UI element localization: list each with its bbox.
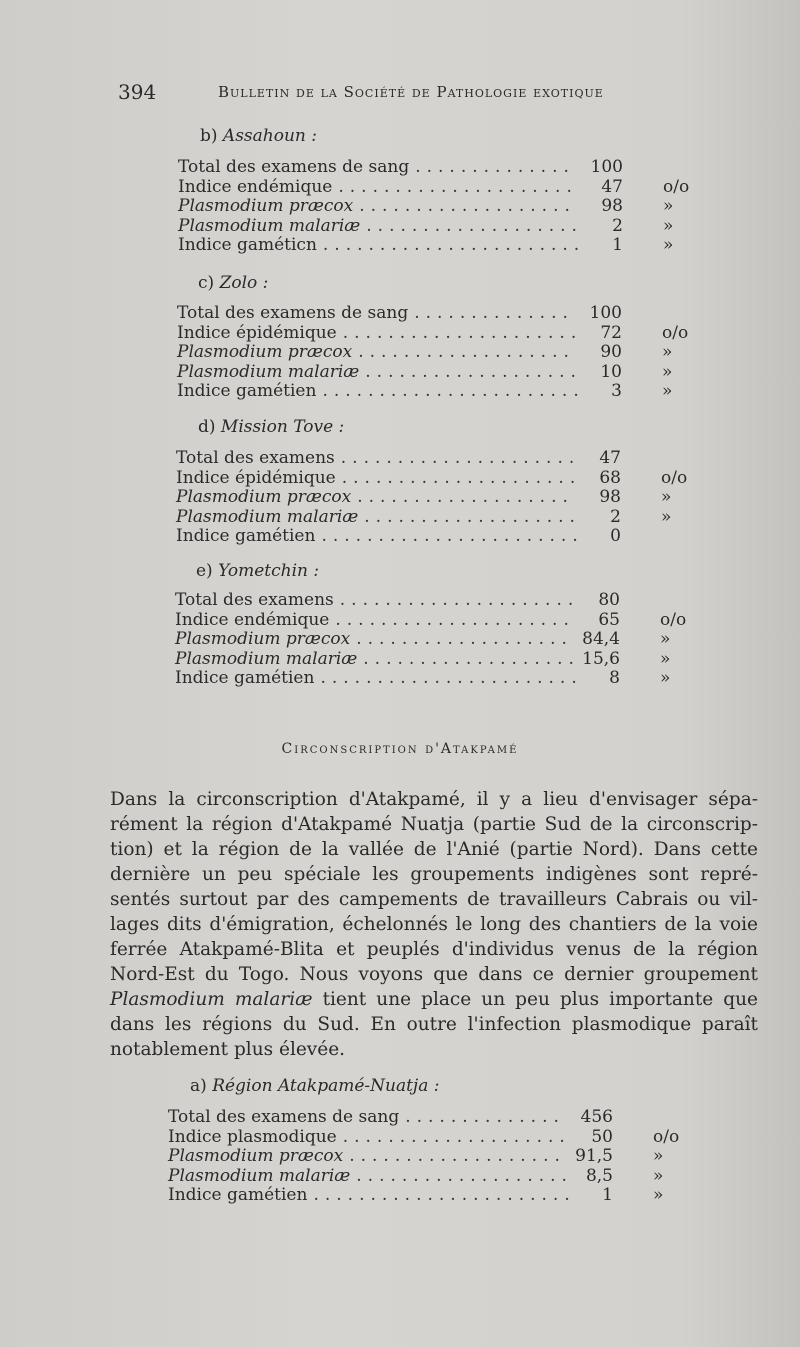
leader-dots: .....................	[339, 590, 580, 610]
leader-dots: ...................	[359, 196, 576, 216]
leader-dots: ...................	[356, 1165, 573, 1186]
stats-label: Plasmodium malariæ	[178, 215, 361, 236]
leader-dots: ..............	[414, 303, 574, 323]
leader-dots: .......................	[322, 381, 585, 401]
paragraph-line	[110, 787, 758, 812]
stats-unit: »	[653, 1165, 664, 1186]
text-run: sentés surtout par des campements de travailleurs Cabrais ou vil-	[110, 889, 758, 910]
stats-value: 456	[580, 1107, 613, 1127]
text-run: tient une place un peu plus importante que	[312, 989, 758, 1010]
paragraph-line	[110, 837, 758, 862]
leader-dots: .......................	[321, 526, 584, 546]
stats-value: 65	[598, 609, 620, 630]
text-run: tion) et la région de la vallée de l'Anié (partie Nord). Dans cette	[110, 839, 758, 860]
stats-label: Indice épidémique	[176, 467, 336, 488]
leader-dots: ...................	[366, 215, 583, 236]
stats-unit: »	[663, 215, 674, 236]
stats-unit: »	[653, 1146, 664, 1166]
leader-dots: .....................	[341, 467, 582, 488]
leader-dots: ...................	[365, 361, 582, 382]
stats-value: 1	[612, 235, 623, 255]
leader-dots: .....................	[342, 322, 583, 343]
leader-dots: .....................	[338, 176, 578, 197]
stats-label: Plasmodium malariæ	[176, 506, 359, 527]
stats-value: 50	[591, 1126, 613, 1147]
stats-unit: »	[660, 629, 671, 649]
stats-label: Indice gaméticn	[178, 235, 317, 255]
paragraph-line	[110, 912, 758, 937]
stats-label: Plasmodium præcox	[175, 629, 351, 649]
stats-label: Indice gamétien	[176, 526, 316, 546]
leader-dots: .......................	[320, 668, 583, 688]
stats-label: Total des examens	[176, 448, 335, 468]
paragraph-line	[110, 862, 758, 887]
stats-value: 91,5	[575, 1146, 613, 1166]
leader-dots: .......................	[313, 1185, 576, 1205]
stats-value: 47	[599, 448, 621, 468]
leader-dots: ..............	[415, 157, 575, 177]
text-run: notablement plus élevée.	[110, 1039, 346, 1060]
text-run: dernière un peu spéciale les groupements indigènes sont repré-	[110, 864, 758, 885]
stats-label: Total des examens de sang	[177, 303, 409, 323]
subsection-heading	[190, 1076, 439, 1096]
leader-dots: ...................	[364, 506, 581, 527]
stats-unit: »	[661, 487, 672, 507]
running-title: Bulletin de la Société de Pathologie exotique	[218, 83, 604, 101]
stats-label: Plasmodium præcox	[177, 342, 353, 362]
leader-dots: ...................	[349, 1146, 566, 1166]
paragraph-line	[110, 937, 758, 962]
stats-unit: »	[662, 381, 673, 401]
stats-value: 72	[600, 322, 622, 343]
stats-value: 0	[610, 526, 621, 546]
text-run: Dans la circonscription d'Atakpamé, il y a lieu d'envisager sépa-	[110, 789, 758, 810]
subsection-heading	[196, 561, 319, 581]
leader-dots: ...................	[363, 648, 580, 669]
stats-value: 8,5	[585, 1165, 613, 1186]
subsection-heading	[198, 417, 344, 437]
text-run: dans les régions du Sud. En outre l'infection plasmodique paraît	[110, 1014, 758, 1035]
stats-unit: »	[661, 506, 672, 527]
stats-unit: o/o	[663, 176, 690, 197]
leader-dots: .......................	[322, 235, 586, 255]
paragraph-line	[110, 1037, 758, 1062]
stats-value: 90	[600, 342, 622, 362]
stats-label: Indice gamétien	[175, 668, 315, 688]
stats-value: 2	[612, 215, 623, 236]
paragraph-line	[110, 987, 758, 1012]
stats-value: 100	[589, 303, 622, 323]
page-header	[118, 80, 678, 110]
stats-label: Indice endémique	[175, 609, 330, 630]
subsection-heading	[200, 126, 317, 146]
leader-dots: ...................	[358, 342, 575, 362]
stats-unit: o/o	[661, 467, 688, 488]
stats-value: 15,6	[582, 648, 620, 669]
stats-value: 3	[611, 381, 622, 401]
leader-dots: ...................	[356, 629, 573, 649]
subsection-title: Zolo :	[219, 273, 269, 293]
body-paragraph	[110, 787, 758, 1062]
stats-label: Total des examens de sang	[178, 157, 410, 177]
text-run: rément la région d'Atakpamé Nuatja (partie Sud de la circonscrip-	[110, 814, 758, 835]
stats-value: 68	[599, 467, 621, 488]
italic-term: Plasmodium malariæ	[110, 989, 313, 1010]
subsection-title: Yometchin :	[218, 561, 320, 581]
section-title: Circonscription d'Atakpamé	[281, 741, 519, 757]
stats-value: 10	[600, 361, 622, 382]
subsection-letter: c)	[198, 273, 215, 293]
stats-label: Indice gamétien	[177, 381, 317, 401]
stats-label: Total des examens	[175, 590, 334, 610]
text-run: ferrée Atakpamé-Blita et peuplés d'individus venus de la région	[110, 939, 758, 960]
stats-label: Indice plasmodique	[168, 1126, 337, 1147]
subsection-title: Assahoun :	[222, 126, 317, 146]
paragraph-line	[110, 812, 758, 837]
stats-value: 100	[590, 157, 623, 177]
leader-dots: ....................	[342, 1126, 571, 1147]
stats-value: 8	[609, 668, 620, 688]
stats-value: 47	[601, 176, 623, 197]
stats-unit: o/o	[660, 609, 687, 630]
stats-value: 98	[599, 487, 621, 507]
stats-label: Plasmodium præcox	[176, 487, 352, 507]
stats-label: Plasmodium malariæ	[177, 361, 360, 382]
stats-label: Indice épidémique	[177, 322, 337, 343]
stats-value: 98	[601, 196, 623, 216]
leader-dots: ..............	[405, 1107, 565, 1127]
stats-unit: »	[653, 1185, 664, 1205]
stats-label: Total des examens de sang	[168, 1107, 400, 1127]
stats-label: Indice endémique	[178, 176, 333, 197]
subsection-letter: a)	[190, 1076, 207, 1096]
text-run: Nord-Est du Togo. Nous voyons que dans ce dernier groupement	[110, 964, 758, 985]
subsection-title: Région Atakpamé-Nuatja :	[212, 1076, 440, 1096]
stats-label: Plasmodium præcox	[178, 196, 354, 216]
paragraph-line	[110, 887, 758, 912]
stats-unit: o/o	[653, 1126, 680, 1147]
stats-unit: »	[660, 648, 671, 669]
subsection-letter: e)	[196, 561, 213, 581]
stats-value: 80	[598, 590, 620, 610]
stats-label: Plasmodium præcox	[168, 1146, 344, 1166]
stats-unit: »	[663, 235, 674, 255]
leader-dots: .....................	[335, 609, 575, 630]
paragraph-line	[110, 1012, 758, 1037]
stats-label: Plasmodium malariæ	[168, 1165, 351, 1186]
subsection-letter: b)	[200, 126, 218, 146]
page-number: 394	[118, 80, 157, 104]
subsection-title: Mission Tove :	[220, 417, 345, 437]
subsection-heading	[198, 273, 268, 293]
stats-label: Indice gamétien	[168, 1185, 308, 1205]
stats-unit: »	[660, 668, 671, 688]
stats-unit: »	[663, 196, 674, 216]
stats-label: Plasmodium malariæ	[175, 648, 358, 669]
leader-dots: ...................	[357, 487, 574, 507]
paragraph-line	[110, 962, 758, 987]
text-run: lages dits d'émigration, échelonnés le long des chantiers de la voie	[110, 914, 758, 935]
stats-unit: »	[662, 361, 673, 382]
stats-value: 84,4	[582, 629, 620, 649]
leader-dots: .....................	[340, 448, 581, 468]
stats-unit: »	[662, 342, 673, 362]
stats-value: 2	[610, 506, 621, 527]
subsection-letter: d)	[198, 417, 216, 437]
stats-value: 1	[602, 1185, 613, 1205]
stats-unit: o/o	[662, 322, 689, 343]
